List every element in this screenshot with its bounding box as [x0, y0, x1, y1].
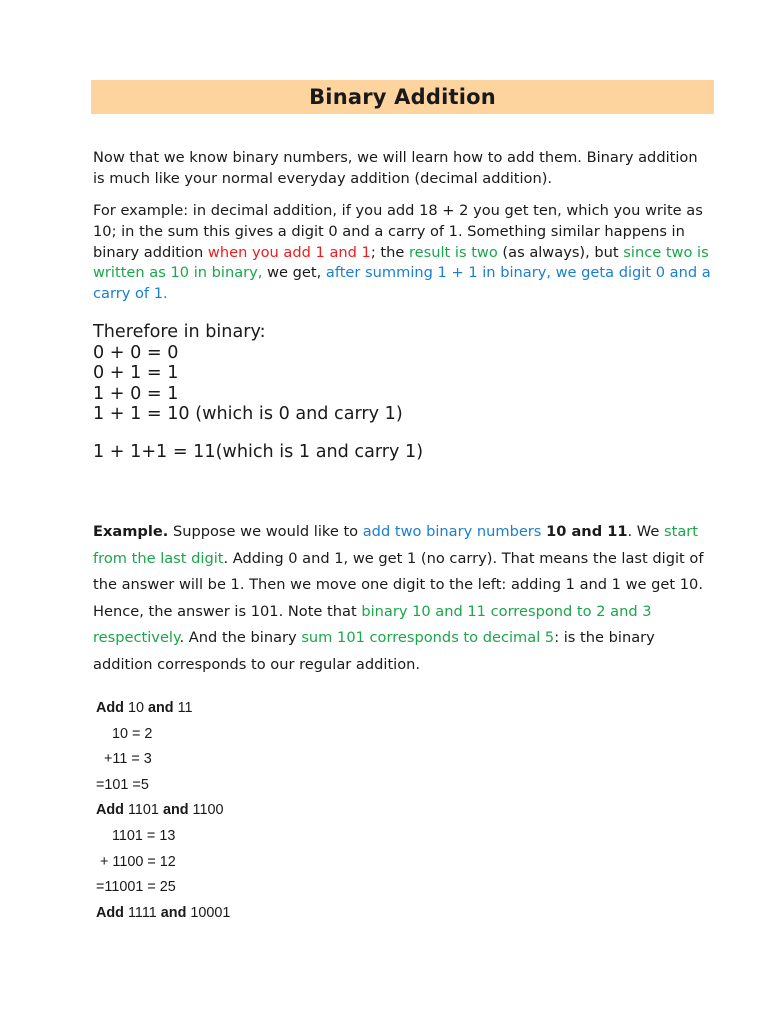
spacer — [93, 425, 423, 442]
and-word: and — [160, 904, 187, 921]
text-span: ; the — [370, 243, 409, 261]
arith-row: 10 = 2 — [96, 725, 153, 742]
text-span: : is the binary addition corresponds to our regular addition. — [93, 629, 655, 673]
text-span: For example: in decimal addition, if you add 18 + 2 you get ten, which you write as 10; in the sum this gives a digit 0 and a carry of 1. Something similar happens in binary addition — [93, 202, 703, 261]
add-word: Add — [96, 700, 124, 716]
example-label: Example. — [93, 523, 169, 540]
arithmetic-examples — [96, 696, 230, 926]
text-span: . Adding 0 and 1, we get 1 (no carry). That means the last digit of the answer will be 1. Then we move one digit to the left: adding 1 and 1 we get 10. Hence, the answer is 101. Note that — [93, 549, 704, 620]
binary-rule-line: 0 + 0 = 0 — [93, 342, 179, 363]
decimal-example-paragraph — [93, 201, 713, 305]
highlight-green: result is two — [408, 243, 498, 261]
bold-text: 10 and 11 — [546, 523, 628, 540]
add-heading-3 — [96, 901, 230, 927]
highlight-green: binary 10 and 11 correspond to 2 and 3 respectively — [93, 602, 652, 647]
highlight-blue: after summing 1 + 1 in binary, we geta digit 0 and a carry of 1. — [93, 264, 711, 303]
intro-paragraph: Now that we know binary numbers, we will learn how to add them. Binary addition is much like your normal everyday addition (decimal addition). — [93, 149, 698, 187]
operand: 10 — [127, 700, 144, 716]
and-word: and — [162, 802, 189, 819]
text-span: Suppose we would like to — [168, 523, 363, 540]
text-span: we get, — [262, 264, 326, 282]
add-heading-2 — [96, 798, 230, 824]
binary-rules-heading: Therefore in binary: — [93, 322, 266, 342]
highlight-blue: add two binary numbers — [362, 523, 542, 540]
arith-row: =101 =5 — [96, 776, 149, 793]
add-heading-1 — [96, 696, 230, 722]
binary-rule-line: 0 + 1 = 1 — [93, 363, 179, 384]
arith-row: +11 = 3 — [96, 751, 152, 768]
highlight-green: sum 101 corresponds to decimal 5 — [301, 629, 555, 647]
highlight-green: since two is written as 10 in binary, — [93, 243, 709, 282]
operand: 1100 — [192, 802, 224, 819]
operand: 11 — [177, 700, 193, 716]
highlight-red: when you add 1 and 1 — [207, 243, 371, 261]
worked-example-paragraph — [93, 519, 713, 679]
operand: 1101 — [127, 802, 159, 819]
page-title: Binary Addition — [309, 85, 496, 109]
highlight-green: start from the last digit — [93, 523, 699, 567]
arith-row: + 1100 = 12 — [96, 853, 176, 870]
operand: 1111 — [127, 904, 157, 921]
binary-rules — [93, 322, 423, 463]
title-banner — [91, 80, 714, 114]
operand: 10001 — [190, 904, 231, 921]
and-word: and — [148, 700, 174, 716]
text-span: . And the binary — [179, 629, 302, 647]
arith-row: 1101 = 13 — [96, 827, 176, 844]
binary-rule-line: 1 + 1 = 10 (which is 0 and carry 1) — [93, 404, 403, 425]
text-span: . We — [627, 523, 665, 540]
binary-rule-line: 1 + 0 = 1 — [93, 383, 179, 404]
text-span: (as always), but — [497, 243, 624, 261]
arith-row: =11001 = 25 — [96, 879, 176, 896]
add-word: Add — [96, 802, 124, 819]
add-word: Add — [96, 904, 124, 921]
binary-rule-extra: 1 + 1+1 = 11(which is 1 and carry 1) — [93, 441, 424, 462]
